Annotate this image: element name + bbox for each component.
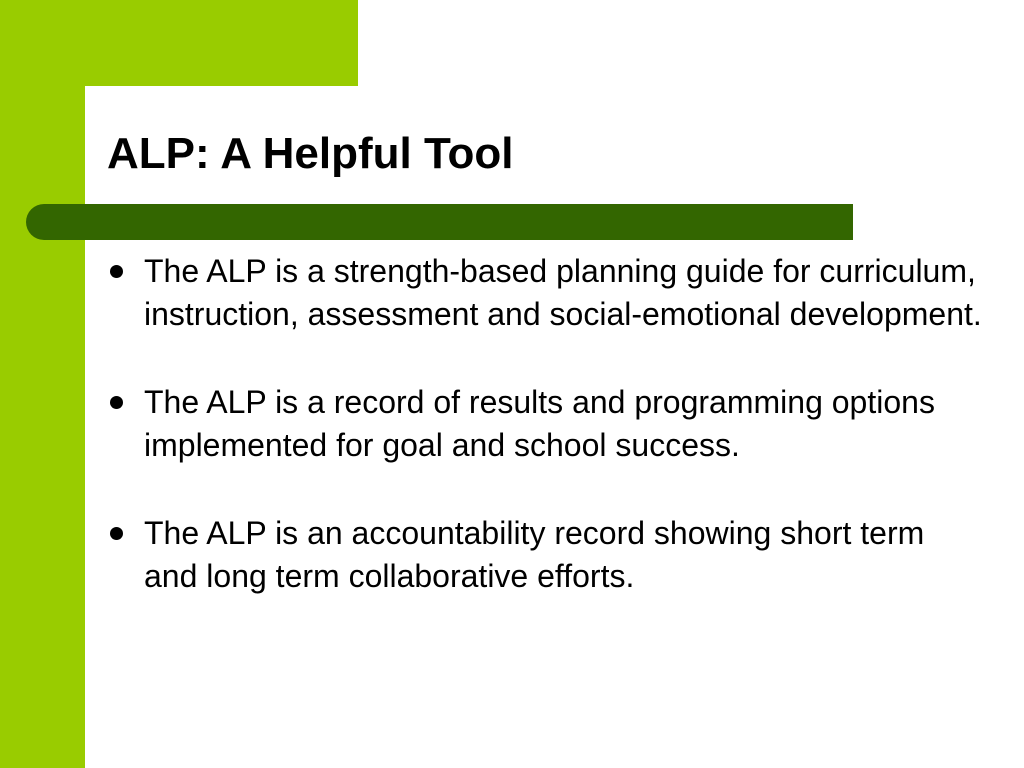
title-divider-bar (26, 204, 853, 240)
bullet-item (106, 381, 986, 467)
left-accent-bar (0, 0, 85, 768)
bullet-dot-icon (110, 396, 123, 409)
slide-title: ALP: A Helpful Tool (107, 129, 514, 178)
bullet-item (106, 512, 986, 598)
top-accent-block (0, 0, 358, 86)
bullet-dot-icon (110, 527, 123, 540)
bullet-dot-icon (110, 265, 123, 278)
bullet-text: The ALP is an accountability record showing short term and long term collaborative efforts. (144, 515, 925, 594)
bullet-list (106, 250, 986, 598)
bullet-text: The ALP is a record of results and programming options implemented for goal and school success. (144, 384, 935, 463)
bullet-text: The ALP is a strength-based planning guide for curriculum, instruction, assessment and social-emotional development. (144, 253, 982, 332)
bullet-item (106, 250, 986, 336)
